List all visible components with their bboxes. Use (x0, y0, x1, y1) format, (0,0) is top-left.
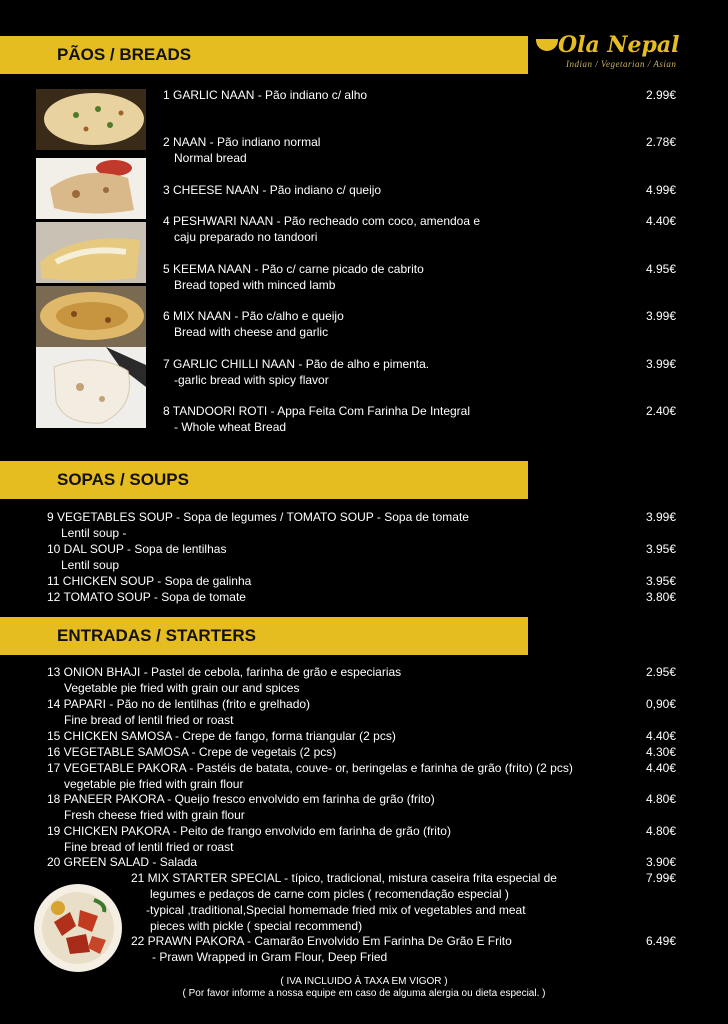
price: 4.95€ (646, 262, 677, 276)
price: 3.95€ (646, 574, 677, 588)
list-item: 4 PESHWARI NAAN - Pão recheado com coco, amendoa e caju preparado no tandoori (163, 214, 481, 244)
restaurant-logo (536, 32, 686, 74)
price: 3.99€ (646, 357, 677, 371)
price: 4.99€ (646, 183, 677, 197)
list-item: 7 GARLIC CHILLI NAAN - Pão de alho e pimenta. -garlic bread with spicy flavor (163, 357, 430, 387)
section-title: SOPAS / SOUPS (57, 470, 189, 489)
price: 3.99€ (646, 309, 677, 323)
list-item: 5 KEEMA NAAN - Pão c/ carne picado de cabrito Bread toped with minced lamb (163, 262, 424, 292)
price: 4.40€ (646, 761, 677, 775)
price: 4.40€ (646, 214, 677, 228)
price: 4.40€ (646, 729, 677, 743)
list-item: 12 TOMATO SOUP - Sopa de tomate (47, 590, 246, 604)
list-item: 3 CHEESE NAAN - Pão indiano c/ queijo (163, 183, 382, 197)
price: 2.95€ (646, 665, 677, 679)
mix-starter-photo (32, 882, 124, 974)
list-item: 22 PRAWN PAKORA - Camarão Envolvido Em Farinha De Grão E Frito - Prawn Wrapped in Gram Flour, Deep Fried (131, 934, 512, 964)
section-title: PÃOS / BREADS (57, 45, 192, 64)
price: 4.30€ (646, 745, 677, 759)
list-item: 8 TANDOORI ROTI - Appa Feita Com Farinha De Integral - Whole wheat Bread (163, 404, 470, 434)
section-header-breads (0, 36, 528, 74)
list-item: 1 GARLIC NAAN - Pão indiano c/ alho (163, 88, 368, 102)
price: 3.90€ (646, 855, 677, 869)
list-item: 17 VEGETABLE PAKORA - Pastéis de batata, couve- or, beringelas e farinha de grão (frito) (2 pcs) vegetable pie fried with grain flour (47, 761, 573, 791)
list-item: 10 DAL SOUP - Sopa de lentilhas Lentil soup (47, 542, 227, 572)
price: 2.99€ (646, 88, 677, 102)
list-item: 9 VEGETABLES SOUP - Sopa de legumes / TOMATO SOUP - Sopa de tomate Lentil soup - (47, 510, 469, 540)
list-item: 16 VEGETABLE SAMOSA - Crepe de vegetais (2 pcs) (47, 745, 337, 759)
peshwari-naan-photo (36, 286, 146, 347)
naan-photo (36, 158, 146, 219)
price: 0,90€ (646, 697, 677, 711)
list-item: 18 PANEER PAKORA - Queijo fresco envolvido em farinha de grão (frito) Fresh cheese fried with grain flour (47, 792, 435, 822)
section-title: ENTRADAS / STARTERS (57, 626, 256, 645)
list-item: 19 CHICKEN PAKORA - Peito de frango envolvido em farinha de grão (frito) Fine bread of lentil fried or roast (47, 824, 451, 854)
list-item: 14 PAPARI - Pão no de lentilhas (frito e grelhado) Fine bread of lentil fried or roast (47, 697, 311, 727)
price: 7.99€ (646, 871, 677, 885)
price: 6.49€ (646, 934, 677, 948)
price: 3.95€ (646, 542, 677, 556)
section-header-starters (0, 617, 528, 655)
bowl-icon (536, 39, 558, 51)
garlic-chilli-naan-photo (36, 347, 146, 428)
list-item: 13 ONION BHAJI - Pastel de cebola, farinha de grão e especiarias Vegetable pie fried with grain our and spices (47, 665, 402, 695)
list-item: 2 NAAN - Pão indiano normal Normal bread (163, 135, 321, 165)
price: 3.80€ (646, 590, 677, 604)
price: 3.99€ (646, 510, 677, 524)
price: 2.40€ (646, 404, 677, 418)
tax-note: ( IVA INCLUIDO À TAXA EM VIGOR ) (280, 976, 448, 987)
price: 4.80€ (646, 824, 677, 838)
list-item: 11 CHICKEN SOUP - Sopa de galinha (47, 574, 252, 588)
list-item: 20 GREEN SALAD - Salada (47, 855, 198, 869)
section-header-soups (0, 461, 528, 499)
price: 2.78€ (646, 135, 677, 149)
cheese-naan-photo (36, 222, 146, 283)
logo-tagline: Indian / Vegetarian / Asian (566, 59, 677, 69)
allergy-note: ( Por favor informe a nossa equipe em caso de alguma alergia ou dieta especial. ) (182, 988, 546, 999)
garlic-naan-photo (36, 89, 146, 150)
list-item: 15 CHICKEN SAMOSA - Crepe de fango, forma triangular (2 pcs) (47, 729, 396, 743)
list-item: 21 MIX STARTER SPECIAL - típico, tradicional, mistura caseira frita especial de legumes e pedaços de carne com picles ( recomendação especial ) -typical ,traditional,Special homemade fried mix of vegetables and meat pieces with pickle ( special recommend) (131, 871, 557, 933)
list-item: 6 MIX NAAN - Pão c/alho e queijo Bread with cheese and garlic (163, 309, 344, 339)
price: 4.80€ (646, 792, 677, 806)
logo-name: Ola Nepal (558, 32, 680, 58)
